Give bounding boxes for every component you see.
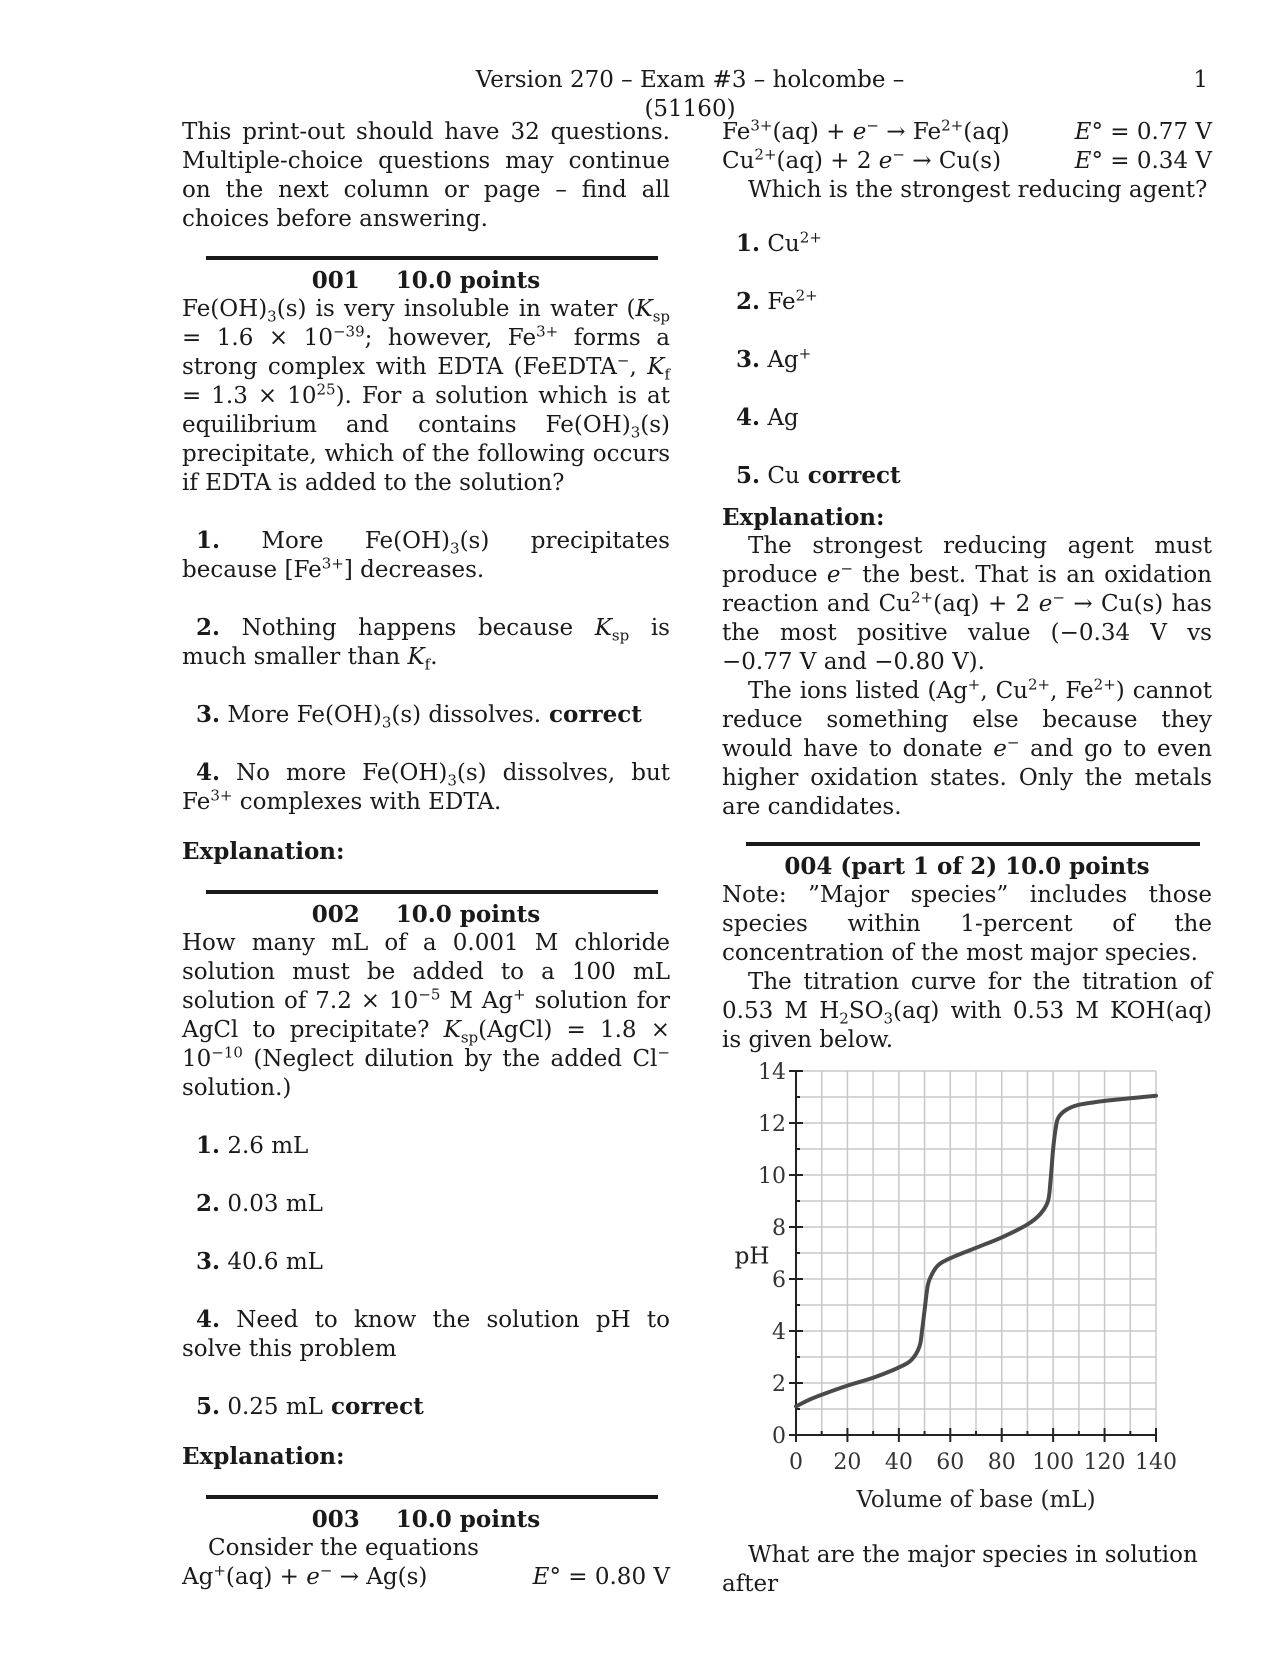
equation-line — [722, 147, 1212, 176]
equation-reaction: $Fe^{3+}(aq) + e^- \to Fe^{2+}(aq)$ — [722, 116, 1010, 145]
question-003-choices — [722, 229, 1212, 491]
question-002-explanation-label: Explanation: — [182, 1443, 345, 1470]
choice-number: 3. — [196, 1248, 221, 1275]
choice-text: 0.25 mL — [220, 1394, 323, 1420]
question-001-explanation-label: Explanation: — [182, 838, 345, 865]
choice-number: 5. — [736, 462, 761, 489]
choice-text: No more $Fe(OH)_3(s)$ dissolves, but $Fe^{3+}$ complexes with EDTA. — [182, 760, 670, 815]
header-title: Version 270 – Exam #3 – holcombe – (51160) — [475, 67, 905, 122]
question-number: 003 — [311, 1506, 360, 1533]
equation-reaction: Ag+(aq) + e− → Ag(s) — [182, 1561, 428, 1590]
choice-number: 1. — [196, 1132, 221, 1159]
question-003-explanation-p1: The strongest reducing agent must produce e− the best. That is an oxidation reaction and $Cu^{2+}(aq) + 2$ e− → Cu(s) has the most positive value (−0.34 V vs −0.77 V and −0.80 V). — [722, 533, 1212, 675]
choice-number: 2. — [736, 288, 761, 315]
question-001-text: $Fe(OH)_3(s)$ is very insoluble in water ($K_{sp} = 1.6 \times 10^{-39}$; however, $Fe^{3+}$ forms a strong complex with EDTA (FeEDTA−, $K_f = 1.3 \times 10^{25}$). For a solution which is at equilibrium and contains $Fe(OH)_3(s)$ precipitate, which of the following occurs if EDTA is added to the solution? — [182, 296, 670, 496]
answer-choice — [182, 1247, 670, 1277]
y-tick-label: 2 — [772, 1372, 786, 1397]
x-tick-label: 20 — [833, 1450, 862, 1475]
y-tick-label: 14 — [758, 1061, 786, 1085]
answer-choice — [182, 1189, 670, 1219]
choice-number: 3. — [196, 701, 221, 728]
answer-choice — [722, 403, 1212, 433]
question-002-choices — [182, 1131, 670, 1422]
answer-choice — [722, 461, 1212, 491]
y-tick-label: 0 — [772, 1424, 786, 1449]
choice-text: More $Fe(OH)_3(s)$ dissolves. — [220, 702, 542, 732]
question-number: 002 — [311, 901, 360, 928]
x-tick-label: 120 — [1083, 1450, 1126, 1475]
titration-chart — [722, 1061, 1212, 1539]
correct-marker: correct — [799, 462, 901, 489]
choice-text: Nothing happens because $K_{sp}$ is much smaller than $K_f$. — [182, 615, 670, 674]
choice-number: 3. — [736, 346, 761, 373]
titration-chart-svg — [722, 1061, 1212, 1531]
answer-choice — [722, 345, 1212, 375]
y-tick-label: 6 — [772, 1268, 786, 1293]
question-divider — [746, 842, 1200, 846]
choice-text: 40.6 mL — [220, 1249, 323, 1275]
answer-choice — [182, 1131, 670, 1161]
choice-number: 4. — [736, 404, 761, 431]
choice-text: Ag — [760, 405, 799, 431]
choice-text: $Fe^{2+}$ — [760, 286, 818, 315]
question-003-explanation-p2: The ions listed (Ag+, $Cu^{2+}$, $Fe^{2+}$) cannot reduce something else because they would have to donate e− and go to even higher oxidation states. Only the metals are candidates. — [722, 675, 1213, 820]
answer-choice — [182, 1305, 670, 1364]
choice-text: Need to know the solution pH to solve this problem — [182, 1307, 670, 1362]
choice-number: 2. — [196, 1190, 221, 1217]
equation-potential: E° = 0.80 V — [532, 1564, 670, 1590]
x-tick-label: 140 — [1135, 1450, 1177, 1475]
choice-text: Cu — [760, 463, 800, 489]
x-tick-label: 40 — [884, 1450, 913, 1475]
answer-choice — [182, 1392, 670, 1422]
y-tick-label: 8 — [772, 1216, 786, 1241]
page-header — [0, 66, 1280, 122]
answer-choice — [182, 758, 670, 817]
choice-number: 1. — [196, 527, 221, 554]
choice-text: Ag+ — [760, 344, 812, 373]
x-axis-label: Volume of base (mL) — [856, 1487, 1096, 1513]
question-points: 10.0 points — [395, 267, 541, 294]
equation-potential: E° = 0.34 V — [1074, 148, 1212, 174]
answer-choice — [182, 526, 670, 585]
question-divider — [206, 1495, 658, 1499]
x-tick-label: 60 — [936, 1450, 965, 1475]
choice-text: 0.03 mL — [220, 1191, 323, 1217]
right-column — [722, 118, 1212, 1599]
question-004-heading: 004 (part 1 of 2) 10.0 points — [784, 853, 1150, 880]
choice-text: $Cu^{2+}$ — [760, 228, 822, 257]
answer-choice — [722, 287, 1212, 317]
page-number: 1 — [1193, 67, 1208, 93]
x-tick-label: 100 — [1032, 1450, 1075, 1475]
question-004-question: What are the major species in solution after — [722, 1542, 1198, 1597]
question-points: 10.0 points — [395, 1506, 541, 1533]
question-number: 001 — [311, 267, 360, 294]
question-003-heading — [182, 1505, 670, 1534]
equation-potential: E° = 0.77 V — [1074, 119, 1212, 145]
correct-marker: correct — [322, 1393, 424, 1420]
equation-line — [722, 118, 1212, 147]
equation-reaction: $Cu^{2+}(aq) + 2$ e− → Cu(s) — [722, 145, 1002, 174]
question-divider — [206, 890, 658, 894]
answer-choice — [722, 229, 1212, 259]
choice-number: 5. — [196, 1393, 221, 1420]
question-004-note: Note: ”Major species” includes those species within 1-percent of the concentration of the most major species. — [722, 882, 1212, 966]
x-tick-label: 0 — [789, 1450, 803, 1475]
question-002-text: How many mL of a 0.001 M chloride solution must be added to a 100 mL solution of $7.2 \times 10^{-5}$ M Ag+ solution for AgCl to precipitate? $K_{sp}(AgCl) = 1.8 \times 10^{-10}$ (Neglect dilution by the added Cl− solution.) — [182, 930, 670, 1101]
question-003-question: Which is the strongest reducing agent? — [748, 177, 1208, 203]
equation-line — [182, 1563, 670, 1592]
question-divider — [206, 256, 658, 260]
choice-number: 2. — [196, 614, 221, 641]
correct-marker: correct — [541, 701, 642, 728]
y-axis-label: pH — [734, 1243, 770, 1270]
answer-choice — [182, 700, 670, 730]
question-points: 10.0 points — [395, 901, 541, 928]
question-004-text: The titration curve for the titration of 0.53 M $H_2SO_3(aq)$ with 0.53 M KOH(aq) is given below. — [722, 969, 1212, 1053]
question-001-heading — [182, 266, 670, 295]
question-002-heading — [182, 900, 670, 929]
answer-choice — [182, 613, 670, 672]
y-tick-label: 12 — [758, 1112, 786, 1137]
question-003-explanation-label: Explanation: — [722, 504, 885, 531]
question-003-intro: Consider the equations — [208, 1535, 479, 1561]
choice-number: 1. — [736, 230, 761, 257]
left-column — [182, 118, 670, 1592]
y-tick-label: 4 — [772, 1320, 786, 1345]
choice-text: 2.6 mL — [220, 1133, 309, 1159]
x-tick-label: 80 — [987, 1450, 1016, 1475]
y-tick-label: 10 — [758, 1164, 786, 1189]
intro-text: This print-out should have 32 questions. Multiple-choice questions may continue on the next column or page – find all choices before answering. — [182, 119, 670, 232]
question-001-choices — [182, 526, 670, 817]
choice-text: More $Fe(OH)_3(s)$ precipitates because $[Fe^{3+}]$ decreases. — [182, 528, 670, 583]
choice-number: 4. — [196, 759, 221, 786]
choice-number: 4. — [196, 1306, 221, 1333]
